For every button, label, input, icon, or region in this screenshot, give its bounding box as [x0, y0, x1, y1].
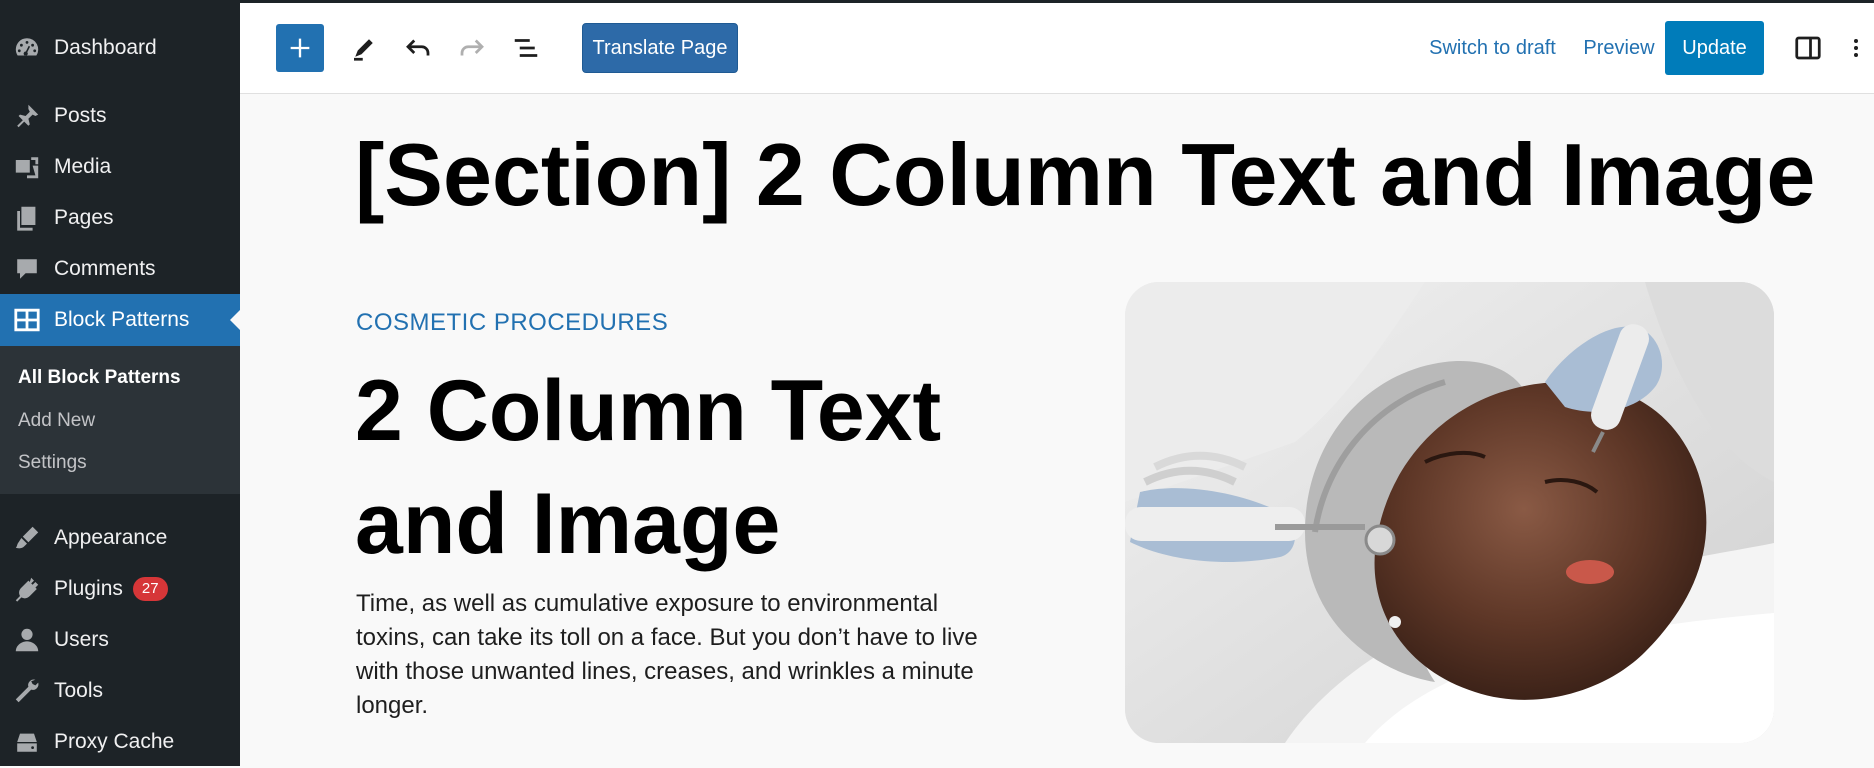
sidebar-panel-icon [1793, 33, 1823, 63]
sidebar-item-label: Pages [54, 206, 114, 229]
more-vertical-icon [1853, 36, 1859, 60]
dashboard-icon [0, 22, 54, 74]
plug-icon [0, 563, 54, 615]
active-indicator [230, 310, 240, 330]
sidebar-item-block-patterns[interactable] [0, 294, 240, 346]
page-title[interactable]: [Section] 2 Column Text and Image [355, 125, 1816, 224]
brush-icon [0, 512, 54, 564]
preview-button[interactable]: Preview [1583, 36, 1655, 59]
plugins-update-badge: 27 [133, 577, 168, 601]
sidebar-item-label: Block Patterns [54, 308, 190, 331]
redo-button[interactable] [454, 30, 490, 66]
image-illustration [1125, 282, 1774, 743]
admin-sidebar [0, 0, 240, 766]
body-paragraph[interactable]: Time, as well as cumulative exposure to environmental toxins, can take its toll on a face. But you don’t have to live with those unwanted lines, creases, and wrinkles a minute longer. [356, 590, 978, 719]
heading-line-2: and Image [355, 476, 781, 572]
settings-sidebar-toggle[interactable] [1790, 30, 1826, 66]
media-icon [0, 141, 54, 193]
sidebar-item-label: Users [54, 628, 109, 651]
update-button[interactable]: Update [1665, 21, 1764, 75]
user-icon [0, 614, 54, 666]
sidebar-item-proxy-cache[interactable] [0, 716, 240, 768]
undo-button[interactable] [400, 30, 436, 66]
submenu-settings[interactable]: Settings [18, 452, 87, 473]
translate-page-button[interactable]: Translate Page [582, 23, 738, 73]
grid-plus-icon [0, 294, 54, 346]
cache-icon [0, 716, 54, 768]
block-patterns-submenu [0, 346, 240, 494]
plus-icon [286, 34, 314, 62]
sidebar-item-posts[interactable] [0, 90, 240, 142]
switch-to-draft-button[interactable]: Switch to draft [1429, 36, 1556, 59]
submenu-add-new[interactable]: Add New [18, 410, 96, 431]
pin-icon [0, 90, 54, 142]
sidebar-item-plugins[interactable] [0, 563, 240, 615]
undo-icon [403, 33, 433, 63]
sidebar-item-label: Posts [54, 104, 107, 127]
sidebar-item-label: Media [54, 155, 112, 178]
heading-line-1: 2 Column Text [355, 363, 942, 459]
options-menu-button[interactable] [1844, 30, 1868, 66]
facial-treatment-image[interactable] [1125, 282, 1774, 743]
submenu-all-block-patterns[interactable]: All Block Patterns [18, 367, 181, 388]
sidebar-item-pages[interactable] [0, 192, 240, 244]
eyebrow-text[interactable]: COSMETIC PROCEDURES [356, 309, 669, 336]
sidebar-item-label: Appearance [54, 526, 168, 549]
pages-icon [0, 192, 54, 244]
sidebar-item-media[interactable] [0, 141, 240, 193]
document-overview-button[interactable] [508, 30, 544, 66]
section-heading[interactable] [355, 355, 975, 581]
pencil-icon [349, 33, 379, 63]
sidebar-item-comments[interactable] [0, 243, 240, 295]
redo-icon [457, 33, 487, 63]
sidebar-item-dashboard[interactable] [0, 22, 240, 74]
sidebar-item-label: Dashboard [54, 36, 157, 59]
comment-icon [0, 243, 54, 295]
list-view-icon [511, 33, 541, 63]
sidebar-item-appearance[interactable] [0, 512, 240, 564]
sidebar-item-label: Plugins [54, 577, 123, 600]
tools-button[interactable] [346, 30, 382, 66]
sidebar-item-users[interactable] [0, 614, 240, 666]
add-block-button[interactable] [276, 24, 324, 72]
wrench-icon [0, 665, 54, 717]
sidebar-item-label: Tools [54, 679, 104, 702]
editor-toolbar [240, 3, 1874, 94]
sidebar-item-label: Comments [54, 257, 156, 280]
sidebar-item-label: Proxy Cache [54, 730, 175, 753]
sidebar-item-tools[interactable] [0, 665, 240, 717]
